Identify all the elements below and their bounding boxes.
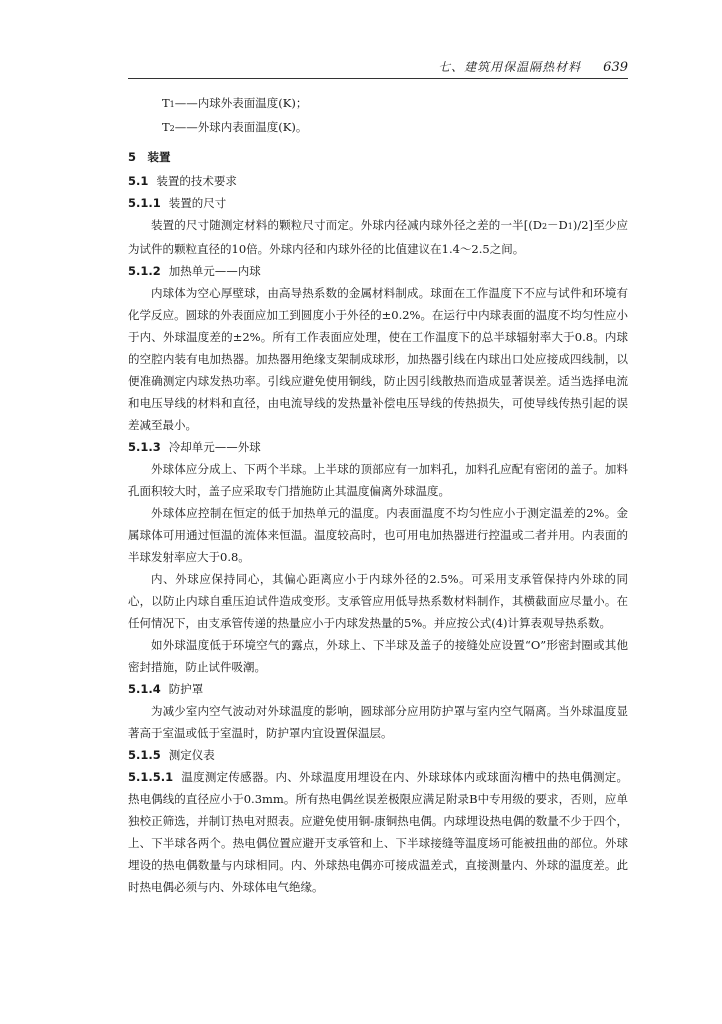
section-heading: 5 装置 — [128, 150, 171, 164]
heading-text: 加热单元——内球 — [168, 264, 261, 278]
symbol-subscript: 1 — [169, 100, 175, 109]
paragraph: 外球体应控制在恒定的低于加热单元的温度。内表面温度不均匀性应小于测定温差的2%。金属球体可用通过恒温的流体来恒温。温度较高时，也可用电加热器进行控温或二者并用。内表面的半球发射率应大于0.8。 — [128, 506, 628, 564]
heading-number: 5.1.3 — [128, 440, 161, 454]
subscript: 2 — [541, 222, 548, 231]
subsection-heading — [128, 744, 628, 766]
heading-number: 5.1.1 — [128, 196, 161, 210]
paragraph — [128, 214, 628, 260]
heading-number: 5.1.2 — [128, 264, 161, 278]
paragraph — [128, 766, 628, 898]
running-header — [128, 58, 628, 79]
paragraph: 内、外球应保持同心，其偏心距离应小于内球外径的2.5%。可采用支承管保持内外球的同心，以防止内球自重压迫试件造成变形。支承管应用低导热系数材料制作，其横截面应尽量小。在任何情况下，由支承管传递的热量应小于内球发热量的5%。并应按公式(4)计算表观导热系数。 — [128, 572, 628, 630]
header-title: 七、建筑用保温隔热材料 — [438, 60, 582, 74]
heading-text: 装置的技术要求 — [156, 174, 237, 188]
subsection-heading — [128, 260, 628, 282]
heading-number: 5.1.5 — [128, 748, 161, 762]
heading-text: 测定仪表 — [168, 748, 215, 762]
subsection-heading — [128, 170, 628, 192]
heading-text: 冷却单元——外球 — [168, 440, 261, 454]
heading-text: 防护罩 — [168, 682, 204, 696]
paragraph: 内球体为空心厚壁球，由高导热系数的金属材料制成。球面在工作温度下不应与试件和环境有化学反应。圆球的外表面应加工到圆度小于外径的±0.2%。在运行中内球表面的温度不均匀性应小于内、外球温度差的±2%。所有工作表面应处理，使在工作温度下的总半球辐射率大于0.8。内球的空腔内装有电加热器。加热器用绝缘支架制成球形，加热器引线在内球出口处应接成四线制，以便准确测定内球发热功率。引线应避免使用铜线，防止因引线散热而造成显著误差。适当选择电流和电压导线的材料和直径，由电流导线的发热量补偿电压导线的传热损失，可使导线传热引起的误差减至最小。 — [128, 286, 628, 432]
heading-number: 5.1 — [128, 174, 149, 188]
symbol: T — [162, 120, 170, 134]
subsection-heading — [128, 678, 628, 700]
symbol-description: ——内球外表面温度(K)； — [174, 96, 308, 110]
symbol-subscript: 2 — [169, 124, 175, 133]
symbol-definition — [128, 92, 628, 116]
clause-number: 5.1.5.1 — [128, 770, 174, 784]
symbol-definition — [128, 116, 628, 140]
paragraph: 外球体应分成上、下两个半球。上半球的顶部应有一加料孔，加料孔应配有密闭的盖子。加料孔面积较大时，盖子应采取专门措施防止其温度偏离外球温度。 — [128, 462, 628, 498]
paragraph: 为减少室内空气波动对外球温度的影响，圆球部分应用防护罩与室内空气隔离。当外球温度显著高于室温或低于室温时，防护罩内宜设置保温层。 — [128, 704, 628, 740]
heading-number: 5.1.4 — [128, 682, 161, 696]
symbol: T — [162, 96, 170, 110]
symbol-description: ——外球内表面温度(K)。 — [174, 120, 308, 134]
subscript: 1 — [567, 222, 573, 231]
text-run: )/2]至少应为试件的颗粒直径的10倍。外球内径和内球外径的比值建议在1.4～2.5之间。 — [128, 218, 628, 256]
heading-text: 装置的尺寸 — [168, 196, 227, 210]
body-text — [128, 92, 628, 898]
text-run: －D — [547, 218, 568, 232]
paragraph: 如外球温度低于环境空气的露点，外球上、下半球及盖子的接缝处应设置“O”形密封圈或其他密封措施，防止试件吸潮。 — [128, 638, 628, 674]
subsection-heading — [128, 436, 628, 458]
subsection-heading — [128, 192, 628, 214]
text-run: 装置的尺寸随测定材料的颗粒尺寸而定。外球内径减内球外径之差的一半[(D — [151, 218, 542, 232]
clause-text: 温度测定传感器。内、外球温度用埋设在内、外球球体内或球面沟槽中的热电偶测定。热电偶线的直径应小于0.3mm。所有热电偶丝误差极限应满足附录B中专用级的要求，否则，应单独校正筛选，并制订热电对照表。应避免使用铜-康铜热电偶。内球埋设热电偶的数量不少于四个，上、下半球各两个。热电偶位置应避开支承管和上、下半球接缝等温度场可能被扭曲的部位。外球埋设的热电偶数量与内球相同。内、外球热电偶亦可接成温差式，直接测量内、外球的温度差。此时热电偶必须与内、外球体电气绝缘。 — [128, 770, 628, 894]
page-number: 639 — [603, 60, 628, 75]
